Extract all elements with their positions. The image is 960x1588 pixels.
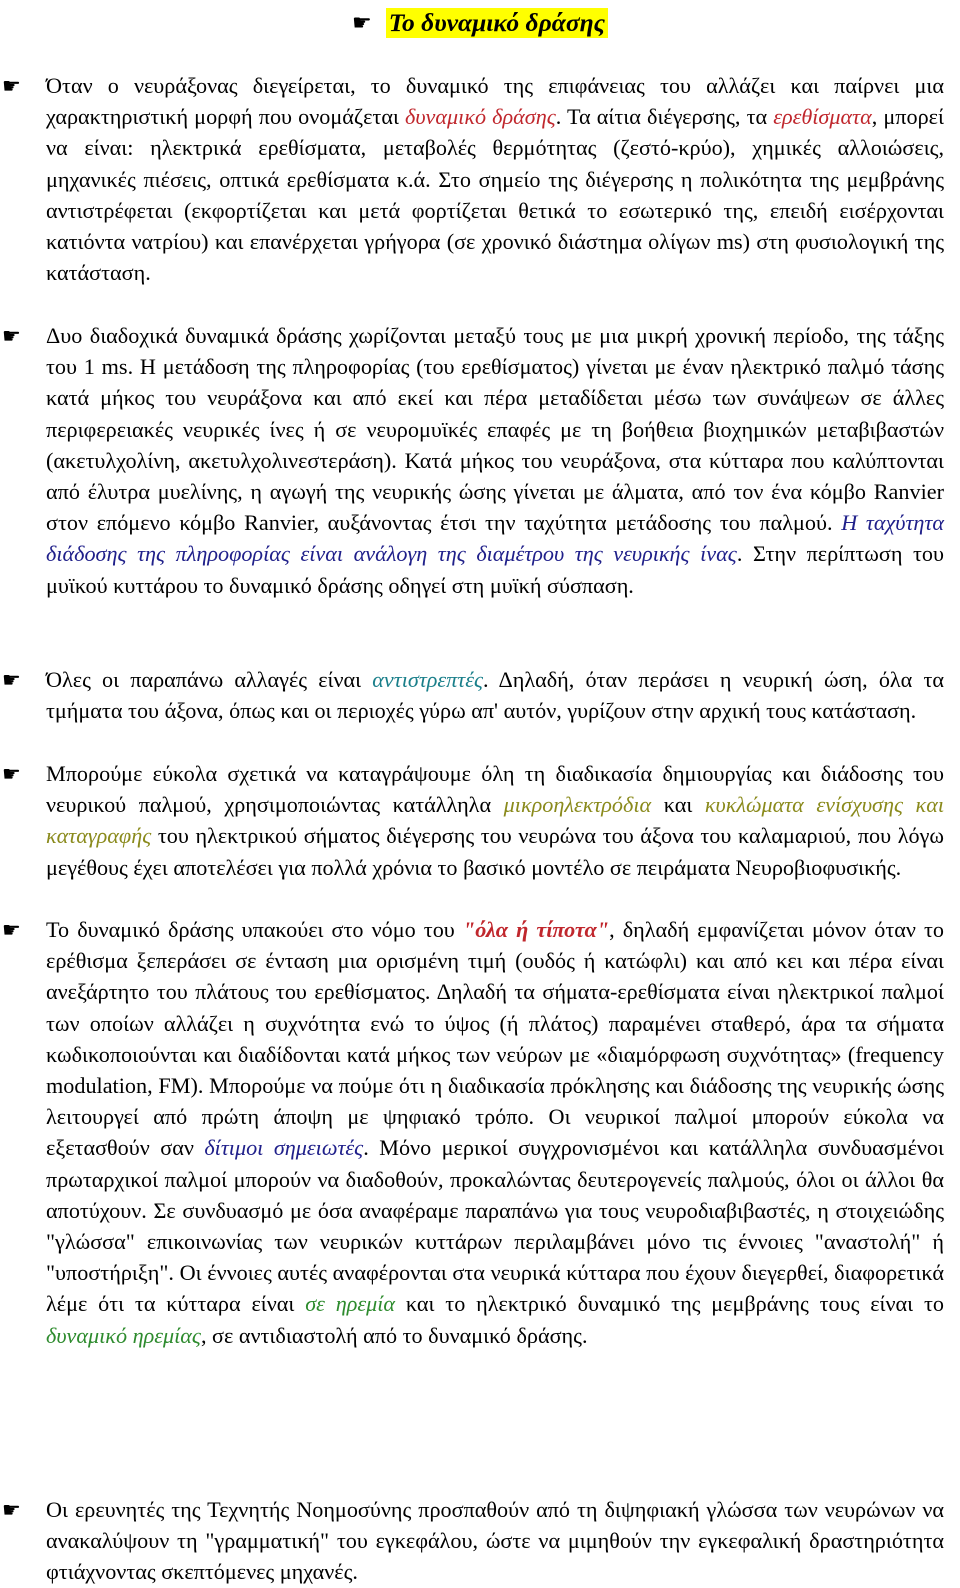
paragraph-6 [2,1494,944,1588]
text-segment: Όταν ο νευράξονας διεγείρεται, το δυναμικό της επιφάνειας του αλλάζει και παίρνει μια χαρακτηριστική μορφή που ονομάζεται [46,73,944,130]
pointing-hand-icon: ☛ [2,324,21,348]
text-segment: . Μόνο μερικοί συγχρονισμένοι και κατάλληλα συνδυασμένοι πρωταρχικοί παλμοί μπορούν να διαδοθούν, προκαλώντας δευτερογενείς παλμούς, όλοι οι άλλοι θα αποτύχουν. Σε συνδυασμό με όσα αναφέραμε παραπάνω για τους νευροδιαβιβαστές, η στοιχειώδης "γλώσσα" επικοινωνίας των νευρικών κυττάρων περιλαμβάνει μόνο τις έννοιες "αναστολή" ή "υποστήριξη". Οι έννοιες αυτές αναφέρονται στα νευρικά κύτταρα που έχουν διεγερθεί, διαφορετικά λέμε ότι τα κύτταρα είναι [46,1135,944,1317]
text-segment: Δυο διαδοχικά δυναμικά δράσης χωρίζονται μεταξύ τους με μια μικρή χρονική περίοδο, της τάξης του 1 ms. Η μετάδοση της πληροφορίας (του ερεθίσματος) γίνεται με έναν ηλεκτρικό παλμό τάσης κατά μήκος του νευράξονα και από εκεί και πέρα μεταδίδεται μέσω των συνάψεων σε άλλες περιφερειακές νευρικές ίνες ή σε νευρομυϊκές επαφές με τη βοήθεια βιοχημικών μεταβιβαστών (ακετυλχολίνη, ακετυλχολινεστεράση). Κατά μήκος του νευράξονα, στα κύτταρα που καλύπτονται από έλυτρα μυελίνης, η αγωγή της νευρικής ώσης γίνεται με άλματα, από τον ένα κόμβο Ranvier στον επόμενο κόμβο Ranvier, αυξάνοντας έτσι την ταχύτητα μετάδοσης του παλμού. [46,323,944,536]
highlight-term: δυναμικό ηρεμίας [46,1322,201,1348]
highlight-term: "όλα ή τίποτα" [462,917,610,942]
text-segment: Μπορούμε εύκολα σχετικά να καταγράψουμε όλη τη διαδικασία δημιουργίας και διάδοσης του νευρικού παλμού, χρησιμοποιώντας κατάλληλα [46,761,944,818]
text-segment: και [651,792,705,818]
pointing-hand-icon: ☛ [352,10,372,35]
title-row [0,4,960,42]
highlight-term: κυκλώματα ενίσχυσης και καταγραφής [46,792,944,849]
paragraph-1 [2,70,944,288]
highlight-term: μικροηλεκτρόδια [503,792,652,818]
pointing-hand-icon: ☛ [2,762,21,786]
paragraph-2 [2,320,945,601]
highlight-term: Η ταχύτητα διάδοσης της πληροφορίας είναι ανάλογη της διαμέτρου της νευρικής ίνας [46,510,945,567]
text-segment: Το δυναμικό δράσης υπακούει στο νόμο του [46,917,463,942]
paragraph-3 [2,664,944,726]
pointing-hand-icon: ☛ [2,74,21,98]
page-title: Το δυναμικό δράσης [386,8,608,38]
text-segment: . Τα αίτια διέγερσης, τα [555,104,774,130]
pointing-hand-icon: ☛ [2,1498,21,1522]
text-segment: , μπορεί να είναι: ηλεκτρικά ερεθίσματα, μεταβολές θερμότητας (ζεστό-κρύο), χημικές αλλοιώσεις, μηχανικές πιέσεις, οπτικά ερεθίσματα κ.ά. Στο σημείο της διέγερσης η πολικότητα της μεμβράνης αντιστρέφεται (εκφορτίζεται και μετά φορτίζεται θετικά το εσωτερικό της, επειδή εισέρχονται κατιόντα νατρίου) και επανέρχεται γρήγορα (σε χρονικό διάστημα ολίγων ms) στη φυσιολογική της κατάσταση. [46,104,944,286]
pointing-hand-icon: ☛ [2,668,21,692]
text-segment: , δηλαδή εμφανίζεται μόνον όταν το ερέθισμα ξεπεράσει σε ένταση μια ορισμένη τιμή (ουδός ή κατώφλι) και από κει και πέρα είναι ανεξάρτητο του πλάτους του ερεθίσματος. Δηλαδή τα σήματα-ερεθίσματα είναι ηλεκτρικοί παλμοί των οποίων αλλάζει η συχνότητα ενώ το ύψος (ή πλάτος) παραμένει σταθερό, άρα τα σήματα κωδικοποιούνται και διαδίδονται κατά μήκος των νεύρων με «διαμόρφωση συχνότητας» (frequency modulation, FM). Μπορούμε να πούμε ότι η διαδικασία πρόκλησης και διάδοσης της νευρικής ώσης λειτουργεί από πρώτη άποψη με ψηφιακό τρόπο. Οι νευρικοί παλμοί μπορούν εύκολα να εξετασθούν σαν [46,917,944,1161]
highlight-term: ερεθίσματα [773,104,872,130]
text-segment: και το ηλεκτρικό δυναμικό της μεμβράνης τους είναι το [395,1291,944,1317]
text-segment: Όλες οι παραπάνω αλλαγές είναι [46,667,373,692]
pointing-hand-icon: ☛ [2,918,21,942]
text-segment: του ηλεκτρικού σήματος διέγερσης του νευρώνα του άξονα του καλαμαριού, που λόγω μεγέθους έχει αποτελέσει για πολλά χρόνια το βασικό μοντέλο σε πειράματα Νευροβιοφυσικής. [46,823,944,880]
text-segment: . Δηλαδή, όταν περάσει η νευρική ώση, όλα τα τμήματα του άξονα, όπως και οι περιοχές γύρω απ' αυτόν, γυρίζουν στην αρχική τους κατάσταση. [46,667,944,724]
text-segment: Οι ερευνητές της Τεχνητής Νοημοσύνης προσπαθούν από τη διψηφιακή γλώσσα των νευρώνων να ανακαλύψουν τη "γραμματική" του εγκεφάλου, ώστε να μιμηθούν την εγκεφαλική δραστηριότητα φτιάχνοντας σκεπτόμενες μηχανές. [46,1497,944,1585]
highlight-term: αντιστρεπτές [372,667,483,692]
highlight-term: σε ηρεμία [305,1291,396,1317]
highlight-term: δίτιμοι σημειωτές [204,1135,364,1161]
text-segment: , σε αντιδιαστολή από το δυναμικό δράσης. [200,1322,588,1348]
paragraph-4 [2,758,944,883]
paragraph-5 [2,914,944,1351]
text-segment: . Στην περίπτωση του μυϊκού κυττάρου το δυναμικό δράσης οδηγεί στη μυϊκή σύσπαση. [46,541,945,598]
highlight-term: δυναμικό δράσης [405,104,556,130]
